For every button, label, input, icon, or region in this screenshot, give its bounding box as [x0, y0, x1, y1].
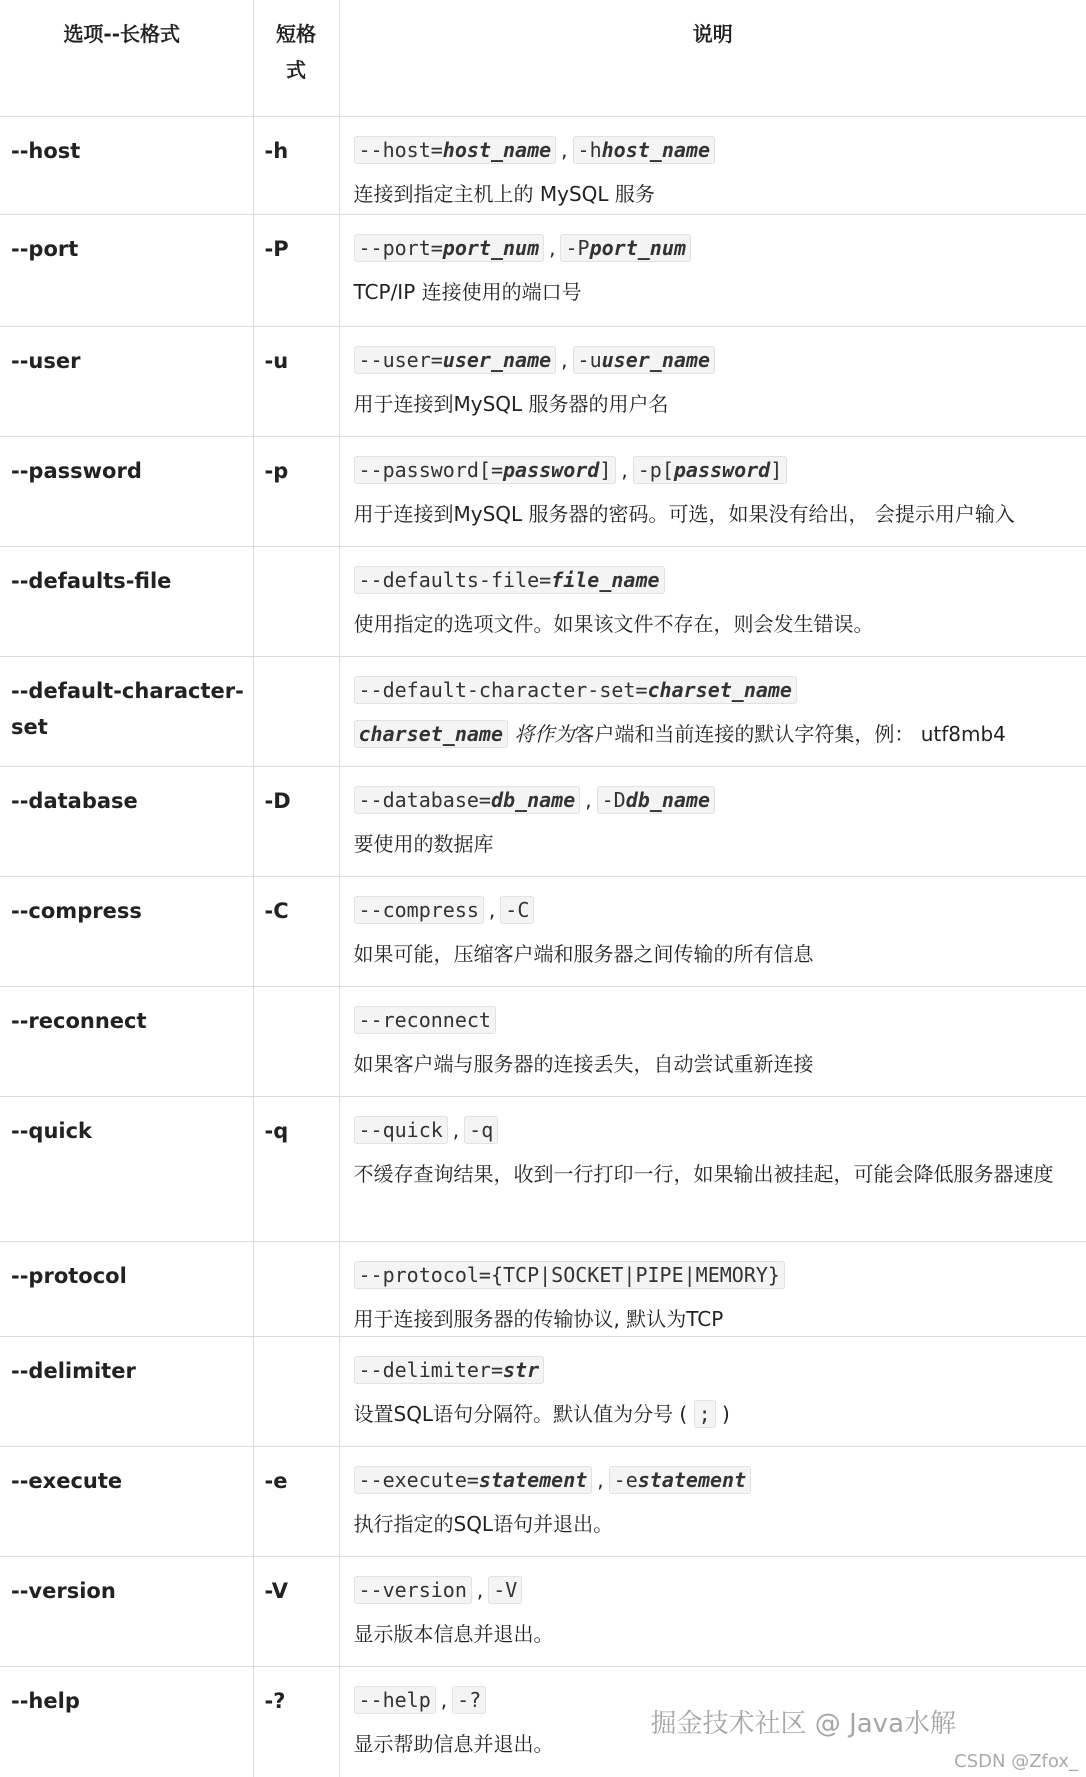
option-desc: --quick , -q 不缓存查询结果，收到一行打印一行，如果输出被挂起，可能会降低服务器速度	[339, 1097, 1086, 1242]
option-desc	[339, 987, 1086, 1097]
desc-text: 使用指定的选项文件。如果该文件不存在，则会发生错误。	[353, 612, 874, 636]
option-short: -u	[253, 327, 339, 437]
option-desc	[339, 1242, 1086, 1337]
header-desc: 说明	[339, 0, 1086, 117]
short-form-code: -estatement	[609, 1466, 751, 1494]
option-desc: --database=db_name , -Ddb_name 要使用的数据库	[339, 767, 1086, 877]
option-short: -P	[253, 215, 339, 327]
header-short: 短格 式	[253, 0, 339, 117]
table-row	[0, 877, 1086, 987]
short-form-code: -q	[464, 1116, 498, 1144]
long-form-code: --version	[354, 1576, 472, 1604]
option-desc: --host=host_name , -hhost_name 连接到指定主机上的 MySQL 服务	[339, 117, 1086, 215]
long-form-code: --database=db_name	[354, 786, 581, 814]
option-desc: --password[=password] , -p[password] 用于连接到MySQL 服务器的密码。可选，如果没有给出， 会提示用户输入	[339, 437, 1086, 547]
option-short	[253, 547, 339, 657]
desc-text: 用于连接到MySQL 服务器的用户名	[353, 392, 669, 416]
option-name: --protocol	[0, 1242, 253, 1337]
option-name: --delimiter	[0, 1337, 253, 1447]
option-short	[253, 657, 339, 767]
option-name: --quick	[0, 1097, 253, 1242]
table-row	[0, 1337, 1086, 1447]
long-form-code: --user=user_name	[354, 346, 557, 374]
long-form-code: --quick	[354, 1116, 448, 1144]
desc-text: 显示帮助信息并退出。	[353, 1732, 554, 1756]
long-form-code: --default-character-set=charset_name	[354, 676, 797, 704]
csdn-watermark: CSDN @Zfox_	[954, 1751, 1078, 1772]
option-short: -p	[253, 437, 339, 547]
option-short: -C	[253, 877, 339, 987]
option-desc: --help , -? 显示帮助信息并退出。	[339, 1667, 1086, 1777]
option-short	[253, 1337, 339, 1447]
inline-code: charset_name	[354, 720, 509, 748]
table-row	[0, 215, 1086, 327]
option-name: --user	[0, 327, 253, 437]
option-short: -D	[253, 767, 339, 877]
option-desc: --port=port_num , -Pport_num TCP/IP 连接使用的端口号	[339, 215, 1086, 327]
option-short: -V	[253, 1557, 339, 1667]
short-form-code: -hhost_name	[573, 136, 715, 164]
long-form-code: --defaults-file=file_name	[354, 566, 665, 594]
option-name: --password	[0, 437, 253, 547]
short-form-code: -uuser_name	[573, 346, 715, 374]
inline-code: ;	[694, 1400, 716, 1428]
option-name: --defaults-file	[0, 547, 253, 657]
desc-text: 不缓存查询结果，收到一行打印一行，如果输出被挂起，可能会降低服务器速度	[353, 1162, 1054, 1186]
option-desc: --version , -V 显示版本信息并退出。	[339, 1557, 1086, 1667]
desc-text: TCP/IP 连接使用的端口号	[353, 280, 582, 304]
long-form-code: --host=host_name	[354, 136, 557, 164]
desc-text: 如果可能，压缩客户端和服务器之间传输的所有信息	[353, 942, 814, 966]
option-name: --default-character-set	[0, 657, 253, 767]
table-row	[0, 1557, 1086, 1667]
table-row	[0, 437, 1086, 547]
option-short: -q	[253, 1097, 339, 1242]
table-row	[0, 1097, 1086, 1242]
table-row	[0, 547, 1086, 657]
header-row	[0, 0, 1086, 117]
long-form-code: --password[=password]	[354, 456, 617, 484]
option-name: --compress	[0, 877, 253, 987]
long-form-code: --port=port_num	[354, 234, 545, 262]
option-name: --database	[0, 767, 253, 877]
long-form-code: --reconnect	[354, 1006, 496, 1034]
short-form-code: -V	[488, 1576, 522, 1604]
option-short: -h	[253, 117, 339, 215]
long-form-code: --protocol={TCP|SOCKET|PIPE|MEMORY}	[354, 1261, 785, 1289]
option-short: -e	[253, 1447, 339, 1557]
option-name: --help	[11, 1689, 80, 1713]
long-form-code: --compress	[354, 896, 484, 924]
option-short	[253, 1242, 339, 1337]
header-long: 选项--长格式	[0, 0, 253, 117]
table-row	[0, 327, 1086, 437]
desc-text: charset_name 将作为客户端和当前连接的默认字符集，例： utf8mb4	[354, 719, 1079, 750]
option-desc	[339, 657, 1086, 767]
option-name: --version	[0, 1557, 253, 1667]
desc-text: 要使用的数据库	[353, 832, 494, 856]
option-short	[253, 987, 339, 1097]
short-form-code: -?	[452, 1686, 486, 1714]
juejin-watermark: 掘金技术社区 @ Java水解	[650, 1709, 956, 1739]
table-row	[0, 767, 1086, 877]
long-form-code: --execute=statement	[354, 1466, 593, 1494]
short-form-code: -Pport_num	[560, 234, 690, 262]
short-form-code: -C	[500, 896, 534, 924]
desc-text: 连接到指定主机上的 MySQL 服务	[353, 182, 655, 206]
option-desc: --execute=statement , -estatement 执行指定的SQL语句并退出。	[339, 1447, 1086, 1557]
short-form-code: -p[password]	[633, 456, 788, 484]
option-name: --execute	[0, 1447, 253, 1557]
option-name: --host	[0, 117, 253, 215]
option-desc: --compress , -C 如果可能，压缩客户端和服务器之间传输的所有信息	[339, 877, 1086, 987]
option-name: --port	[0, 215, 253, 327]
desc-text: 用于连接到MySQL 服务器的密码。可选，如果没有给出， 会提示用户输入	[353, 502, 1015, 526]
table-row	[0, 1447, 1086, 1557]
desc-text: 显示版本信息并退出。	[353, 1622, 554, 1646]
table-row	[0, 657, 1086, 767]
table-row	[0, 117, 1086, 215]
option-desc	[339, 547, 1086, 657]
option-short: -?	[253, 1667, 339, 1777]
option-desc	[339, 1337, 1086, 1447]
desc-text: 用于连接到服务器的传输协议, 默认为TCP	[353, 1307, 724, 1331]
desc-text: 如果客户端与服务器的连接丢失，自动尝试重新连接	[353, 1052, 814, 1076]
long-form-code: --help	[354, 1686, 436, 1714]
table-row	[0, 1242, 1086, 1337]
long-form-code: --delimiter=str	[354, 1356, 545, 1384]
option-desc: --user=user_name , -uuser_name 用于连接到MySQL 服务器的用户名	[339, 327, 1086, 437]
option-name: --reconnect	[0, 987, 253, 1097]
short-form-code: -Ddb_name	[597, 786, 715, 814]
desc-text: 设置SQL语句分隔符。默认值为分号 ( ; )	[353, 1402, 730, 1426]
desc-text: 执行指定的SQL语句并退出。	[353, 1512, 614, 1536]
table-row	[0, 987, 1086, 1097]
